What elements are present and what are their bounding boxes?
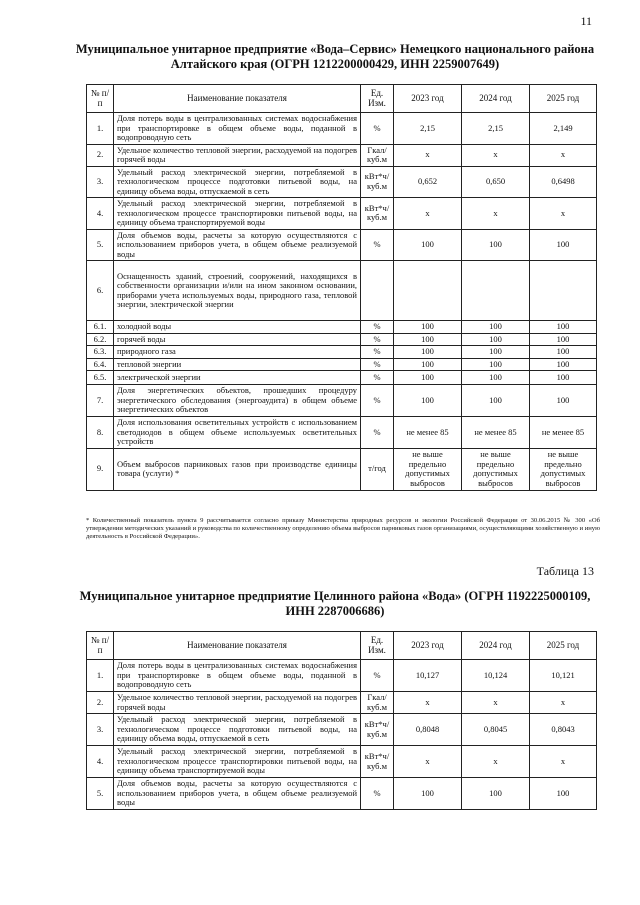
row-number: 5.: [87, 229, 114, 261]
table-caption: Таблица 13: [536, 564, 594, 578]
row-number: 3.: [87, 166, 114, 198]
row-number: 6.1.: [87, 321, 114, 334]
value-2024: 2,15: [462, 113, 530, 145]
indicators-table-1: [86, 84, 597, 491]
row-number: 6.3.: [87, 346, 114, 359]
table-row: [87, 448, 597, 490]
value-2023: 100: [394, 358, 462, 371]
header-indicator: Наименование показателя: [114, 85, 361, 113]
table-header-row: [87, 632, 597, 660]
indicator-name: Доля потерь воды в централизованных системах водоснабжения при транспортировке в общем объеме воды, поданной в водопроводную сеть: [114, 660, 361, 692]
header-year-2024: 2024 год: [462, 85, 530, 113]
value-2024: 100: [462, 358, 530, 371]
indicator-name: Удельное количество тепловой энергии, расходуемой на подогрев горячей воды: [114, 692, 361, 714]
header-year-2023: 2023 год: [394, 85, 462, 113]
value-2024: 100: [462, 346, 530, 359]
value-2023: 0,8048: [394, 714, 462, 746]
row-number: 9.: [87, 448, 114, 490]
table-row: [87, 358, 597, 371]
value-2025: 100: [530, 229, 597, 261]
indicator-name: Оснащенность зданий, строений, сооружений, находящихся в собственности организации и/или на ином законном основании, приборами учета используемых воды, природного газа, тепловой энергии, электрической энергии: [114, 261, 361, 321]
header-number: № п/п: [87, 632, 114, 660]
unit-cell: кВт*ч/ куб.м: [361, 746, 394, 778]
unit-cell: %: [361, 778, 394, 810]
indicator-name: Доля потерь воды в централизованных системах водоснабжения при транспортировке в общем объеме воды, поданной в водопроводную сеть: [114, 113, 361, 145]
row-number: 6.: [87, 261, 114, 321]
value-2023: 100: [394, 385, 462, 417]
row-number: 8.: [87, 417, 114, 449]
value-2024: х: [462, 692, 530, 714]
indicator-name: Доля объемов воды, расчеты за которую осуществляются с использованием приборов учета, в общем объеме реализуемой воды: [114, 229, 361, 261]
value-2023: х: [394, 692, 462, 714]
unit-cell: [361, 261, 394, 321]
row-number: 2.: [87, 692, 114, 714]
table-row: [87, 692, 597, 714]
unit-cell: %: [361, 346, 394, 359]
table-row: [87, 166, 597, 198]
row-number: 5.: [87, 778, 114, 810]
indicator-name: Доля энергетических объектов, прошедших процедуру энергетического обследования (энергоаудита) в общем объеме энергетических объектов: [114, 385, 361, 417]
value-2023: х: [394, 144, 462, 166]
value-2025: не менее 85: [530, 417, 597, 449]
table-row: [87, 371, 597, 385]
indicator-name: Доля использования осветительных устройств с использованием светодиодов в общем объеме используемых осветительных устройств: [114, 417, 361, 449]
value-2024: х: [462, 198, 530, 230]
value-2023: х: [394, 198, 462, 230]
value-2025: 100: [530, 371, 597, 385]
value-2024: 100: [462, 321, 530, 334]
table-row: [87, 660, 597, 692]
value-2025: 10,121: [530, 660, 597, 692]
unit-cell: кВт*ч/ куб.м: [361, 166, 394, 198]
value-2024: [462, 261, 530, 321]
value-2024: х: [462, 746, 530, 778]
value-2023: 10,127: [394, 660, 462, 692]
value-2025: х: [530, 692, 597, 714]
row-number: 4.: [87, 198, 114, 230]
value-2025: 0,8043: [530, 714, 597, 746]
value-2025: х: [530, 198, 597, 230]
value-2024: 10,124: [462, 660, 530, 692]
page-number: 11: [580, 14, 592, 28]
header-number: № п/п: [87, 85, 114, 113]
value-2023: 2,15: [394, 113, 462, 145]
header-year-2023: 2023 год: [394, 632, 462, 660]
value-2024: не выше предельно допустимых выбросов: [462, 448, 530, 490]
indicator-name: Удельный расход электрической энергии, потребляемой в технологическом процессе транспортировки питьевой воды, на единицу объема транспортируемой воды: [114, 198, 361, 230]
row-number: 6.4.: [87, 358, 114, 371]
unit-cell: %: [361, 371, 394, 385]
table-row: [87, 229, 597, 261]
value-2023: 100: [394, 333, 462, 346]
value-2024: 100: [462, 333, 530, 346]
header-unit: Ед. Изм.: [361, 85, 394, 113]
row-number: 6.5.: [87, 371, 114, 385]
indicator-name: Удельный расход электрической энергии, потребляемой в технологическом процессе подготовки питьевой воды, на единицу объема воды, отпускаемой в сеть: [114, 166, 361, 198]
value-2025: х: [530, 144, 597, 166]
unit-cell: Гкал/ куб.м: [361, 144, 394, 166]
value-2023: 100: [394, 229, 462, 261]
value-2025: 0,6498: [530, 166, 597, 198]
table-row: [87, 261, 597, 321]
value-2025: 2,149: [530, 113, 597, 145]
indicator-name: Объем выбросов парниковых газов при производстве единицы товара (услуги) *: [114, 448, 361, 490]
indicator-name: Удельный расход электрической энергии, потребляемой в технологическом процессе транспортировки питьевой воды, на единицу объема транспортируемой воды: [114, 746, 361, 778]
value-2023: 100: [394, 346, 462, 359]
table-row: [87, 746, 597, 778]
section-2-title: Муниципальное унитарное предприятие Целинного района «Вода» (ОГРН 1192225000109, ИНН 2287006686): [79, 589, 591, 618]
value-2024: 100: [462, 385, 530, 417]
indicator-name: тепловой энергии: [114, 358, 361, 371]
indicator-name: Доля объемов воды, расчеты за которую осуществляются с использованием приборов учета, в общем объеме реализуемой воды: [114, 778, 361, 810]
unit-cell: кВт*ч/ куб.м: [361, 198, 394, 230]
indicator-name: Удельное количество тепловой энергии, расходуемой на подогрев горячей воды: [114, 144, 361, 166]
table-row: [87, 385, 597, 417]
value-2025: 100: [530, 385, 597, 417]
value-2023: 100: [394, 778, 462, 810]
unit-cell: т/год: [361, 448, 394, 490]
unit-cell: %: [361, 358, 394, 371]
value-2024: 100: [462, 371, 530, 385]
unit-cell: %: [361, 321, 394, 334]
value-2025: не выше предельно допустимых выбросов: [530, 448, 597, 490]
table-row: [87, 333, 597, 346]
unit-cell: %: [361, 660, 394, 692]
table-row: [87, 346, 597, 359]
value-2024: 100: [462, 229, 530, 261]
value-2023: [394, 261, 462, 321]
row-number: 4.: [87, 746, 114, 778]
indicator-name: Удельный расход электрической энергии, потребляемой в технологическом процессе подготовки питьевой воды, на единицу объема воды, отпускаемой в сеть: [114, 714, 361, 746]
value-2023: не выше предельно допустимых выбросов: [394, 448, 462, 490]
section-1-title: Муниципальное унитарное предприятие «Вода–Сервис» Немецкого национального района Алтайского края (ОГРН 1212200000429, ИНН 2259007649): [75, 42, 595, 71]
header-year-2025: 2025 год: [530, 85, 597, 113]
footnote: * Количественный показатель пункта 9 рассчитывается согласно приказу Министерства природных ресурсов и экологии Российской Федерации от 30.06.2015 № 300 «Об утверждении методических указаний и руководства по количественному определению объема выбросов парниковых газов организациями, осуществляющими хозяйственную и иную деятельность в Российской Федерации».: [86, 517, 600, 540]
value-2024: не менее 85: [462, 417, 530, 449]
unit-cell: %: [361, 417, 394, 449]
value-2023: не менее 85: [394, 417, 462, 449]
header-year-2024: 2024 год: [462, 632, 530, 660]
header-indicator: Наименование показателя: [114, 632, 361, 660]
value-2025: х: [530, 746, 597, 778]
value-2023: х: [394, 746, 462, 778]
row-number: 1.: [87, 113, 114, 145]
header-unit: Ед. Изм.: [361, 632, 394, 660]
indicator-name: горячей воды: [114, 333, 361, 346]
unit-cell: %: [361, 229, 394, 261]
value-2025: 100: [530, 778, 597, 810]
value-2023: 100: [394, 321, 462, 334]
table-row: [87, 714, 597, 746]
table-header-row: [87, 85, 597, 113]
value-2025: 100: [530, 346, 597, 359]
header-year-2025: 2025 год: [530, 632, 597, 660]
unit-cell: %: [361, 385, 394, 417]
row-number: 3.: [87, 714, 114, 746]
value-2024: 0,650: [462, 166, 530, 198]
value-2024: 100: [462, 778, 530, 810]
unit-cell: кВт*ч/ куб.м: [361, 714, 394, 746]
indicator-name: холодной воды: [114, 321, 361, 334]
row-number: 1.: [87, 660, 114, 692]
value-2025: 100: [530, 333, 597, 346]
indicator-name: электрической энергии: [114, 371, 361, 385]
table-row: [87, 144, 597, 166]
value-2024: х: [462, 144, 530, 166]
unit-cell: %: [361, 333, 394, 346]
value-2025: 100: [530, 321, 597, 334]
value-2024: 0,8045: [462, 714, 530, 746]
table-row: [87, 778, 597, 810]
row-number: 2.: [87, 144, 114, 166]
table-row: [87, 113, 597, 145]
unit-cell: Гкал/ куб.м: [361, 692, 394, 714]
row-number: 7.: [87, 385, 114, 417]
row-number: 6.2.: [87, 333, 114, 346]
indicator-name: природного газа: [114, 346, 361, 359]
table-row: [87, 417, 597, 449]
table-row: [87, 321, 597, 334]
table-row: [87, 198, 597, 230]
unit-cell: %: [361, 113, 394, 145]
value-2023: 0,652: [394, 166, 462, 198]
indicators-table-2: [86, 631, 597, 810]
value-2025: [530, 261, 597, 321]
value-2023: 100: [394, 371, 462, 385]
value-2025: 100: [530, 358, 597, 371]
